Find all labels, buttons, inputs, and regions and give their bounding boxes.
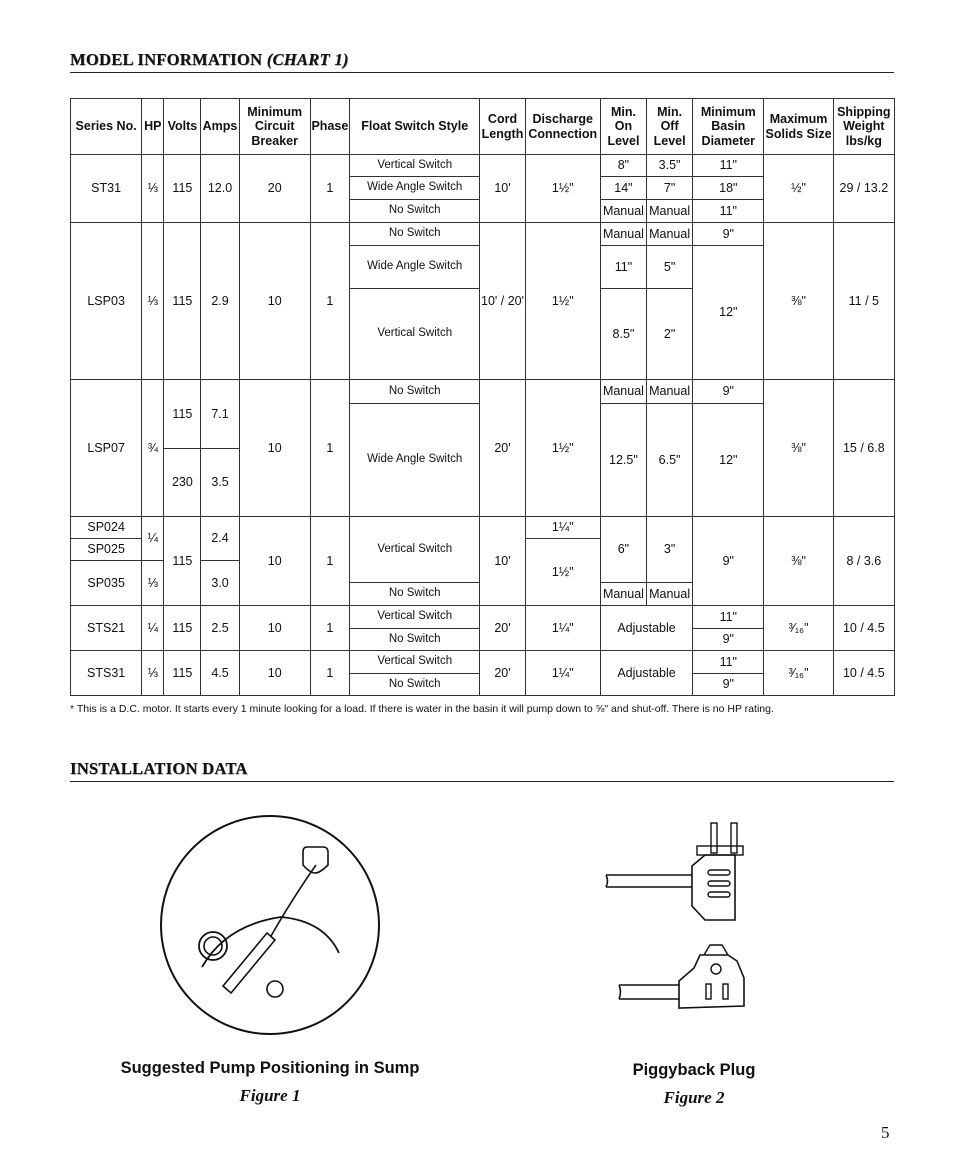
cell-on: 6": [600, 517, 646, 583]
cell-float: No Switch: [349, 380, 479, 404]
cell-off: 6.5": [647, 404, 693, 517]
cell-hp: ⅓: [142, 561, 164, 606]
cell-levels: Adjustable: [600, 651, 692, 696]
cell-volts: 115: [164, 223, 201, 380]
cell-float: Vertical Switch: [349, 651, 479, 674]
cell-solids: ½": [764, 155, 833, 223]
header-series: Series No.: [71, 99, 142, 155]
cell-on: 14": [600, 177, 646, 200]
cell-off: 2": [647, 289, 693, 380]
cell-discharge: 1½": [525, 223, 600, 380]
cell-on: Manual: [600, 200, 646, 223]
cell-solids: ³⁄₁₆": [764, 606, 833, 651]
cell-breaker: 10: [239, 223, 310, 380]
cell-basin: 9": [693, 629, 764, 651]
cell-volts: 230: [164, 449, 201, 517]
cell-basin: 9": [693, 223, 764, 246]
cell-phase: 1: [310, 155, 349, 223]
section-heading-installation-data: [70, 759, 894, 782]
cell-series: LSP07: [71, 380, 142, 517]
table-row: [71, 651, 895, 674]
cell-basin: 12": [693, 404, 764, 517]
cell-phase: 1: [310, 517, 349, 606]
header-hp: HP: [142, 99, 164, 155]
cell-cord: 10' / 20': [480, 223, 525, 380]
cell-hp: ⅓: [142, 651, 164, 696]
cell-float: Vertical Switch: [349, 606, 479, 629]
cell-off: Manual: [647, 223, 693, 246]
cell-off: 3": [647, 517, 693, 583]
cell-phase: 1: [310, 651, 349, 696]
cell-off: Manual: [647, 583, 693, 606]
cell-weight: 10 / 4.5: [833, 606, 894, 651]
cell-basin: 11": [693, 200, 764, 223]
section-heading-model-information: [70, 50, 894, 73]
cell-series: STS21: [71, 606, 142, 651]
cell-hp: ¼: [142, 606, 164, 651]
cell-on: Manual: [600, 223, 646, 246]
cell-float: No Switch: [349, 629, 479, 651]
cell-hp: ⅓: [142, 155, 164, 223]
cell-breaker: 10: [239, 517, 310, 606]
cell-series: ST31: [71, 155, 142, 223]
cell-levels: Adjustable: [600, 606, 692, 651]
cell-on: 8.5": [600, 289, 646, 380]
header-discharge: Discharge Connection: [525, 99, 600, 155]
header-on-level: Min. On Level: [600, 99, 646, 155]
figure1-caption: Suggested Pump Positioning in Sump: [120, 1059, 420, 1077]
table-row: [71, 223, 895, 246]
figure1-label: Figure 1: [239, 1086, 301, 1105]
cell-float: No Switch: [349, 200, 479, 223]
cell-off: 7": [647, 177, 693, 200]
header-off-level: Min. Off Level: [647, 99, 693, 155]
header-weight: Shipping Weight lbs/kg: [833, 99, 894, 155]
cell-series: STS31: [71, 651, 142, 696]
cell-volts: 115: [164, 380, 201, 449]
cell-series: SP025: [71, 539, 142, 561]
cell-amps: 3.5: [201, 449, 239, 517]
cell-amps: 2.4: [201, 517, 239, 561]
cell-float: Vertical Switch: [349, 517, 479, 583]
header-float: Float Switch Style: [349, 99, 479, 155]
cell-basin: 9": [693, 517, 764, 606]
header-amps: Amps: [201, 99, 239, 155]
cell-phase: 1: [310, 380, 349, 517]
table-header-row: [71, 99, 895, 155]
cell-series: SP035: [71, 561, 142, 606]
cell-discharge: 1½": [525, 380, 600, 517]
cell-discharge: 1½": [525, 539, 600, 606]
cell-basin: 11": [693, 606, 764, 629]
cell-off: Manual: [647, 380, 693, 404]
cell-cord: 20': [480, 606, 525, 651]
cell-amps: 4.5: [201, 651, 239, 696]
cell-on: Manual: [600, 380, 646, 404]
cell-float: No Switch: [349, 223, 479, 246]
header-basin: Minimum Basin Diameter: [693, 99, 764, 155]
figure2-label: Figure 2: [663, 1088, 725, 1107]
cell-volts: 115: [164, 651, 201, 696]
cell-series: LSP03: [71, 223, 142, 380]
cell-cord: 20': [480, 651, 525, 696]
cell-off: 5": [647, 246, 693, 289]
header-cord: Cord Length: [480, 99, 525, 155]
cell-weight: 15 / 6.8: [833, 380, 894, 517]
cell-amps: 12.0: [201, 155, 239, 223]
cell-basin: 11": [693, 651, 764, 674]
cell-weight: 29 / 13.2: [833, 155, 894, 223]
figure2-caption: Piggyback Plug: [632, 1061, 756, 1079]
cell-amps: 7.1: [201, 380, 239, 449]
cell-off: Manual: [647, 200, 693, 223]
table-row: [71, 517, 895, 539]
cell-breaker: 10: [239, 606, 310, 651]
heading-main: INSTALLATION DATA: [70, 759, 248, 778]
cell-solids: ⅜": [764, 380, 833, 517]
cell-on: 11": [600, 246, 646, 289]
cell-breaker: 10: [239, 380, 310, 517]
cell-volts: 115: [164, 517, 201, 606]
header-phase: Phase: [310, 99, 349, 155]
header-breaker: Minimum Circuit Breaker: [239, 99, 310, 155]
cell-weight: 10 / 4.5: [833, 651, 894, 696]
cell-discharge: 1½": [525, 155, 600, 223]
cell-off: 3.5": [647, 155, 693, 177]
cell-on: 12.5": [600, 404, 646, 517]
cell-weight: 8 / 3.6: [833, 517, 894, 606]
model-information-table: [70, 98, 895, 696]
cell-float: Wide Angle Switch: [349, 246, 479, 289]
footnote: * This is a D.C. motor. It starts every 1 minute looking for a load. If there is water in the basin it will pump down to ⅝" and shut-off. There is no HP rating.: [70, 703, 774, 715]
cell-series: SP024: [71, 517, 142, 539]
cell-on: Manual: [600, 583, 646, 606]
cell-hp: ⅓: [142, 223, 164, 380]
cell-basin: 9": [693, 380, 764, 404]
piggyback-plug-diagram: [604, 818, 749, 1028]
cell-on: 8": [600, 155, 646, 177]
heading-italic: (CHART 1): [266, 50, 349, 69]
sump-pump-diagram: [156, 813, 386, 1038]
cell-float: No Switch: [349, 674, 479, 696]
cell-basin: 9": [693, 674, 764, 696]
cell-volts: 115: [164, 606, 201, 651]
cell-basin: 18": [693, 177, 764, 200]
cell-cord: 10': [480, 517, 525, 606]
cell-phase: 1: [310, 606, 349, 651]
cell-float: Vertical Switch: [349, 155, 479, 177]
cell-solids: ³⁄₁₆": [764, 651, 833, 696]
cell-solids: ⅜": [764, 223, 833, 380]
cell-float: Wide Angle Switch: [349, 177, 479, 200]
cell-phase: 1: [310, 223, 349, 380]
cell-hp: ¼: [142, 517, 164, 561]
cell-amps: 2.9: [201, 223, 239, 380]
table-row: [71, 606, 895, 629]
cell-discharge: 1¼": [525, 651, 600, 696]
cell-float: Vertical Switch: [349, 289, 479, 380]
table-row: [71, 155, 895, 177]
cell-discharge: 1¼": [525, 606, 600, 651]
cell-discharge: 1¼": [525, 517, 600, 539]
cell-cord: 10': [480, 155, 525, 223]
cell-breaker: 20: [239, 155, 310, 223]
table-row: [71, 380, 895, 404]
header-solids: Maximum Solids Size: [764, 99, 833, 155]
cell-amps: 2.5: [201, 606, 239, 651]
heading-main: MODEL INFORMATION: [70, 50, 263, 69]
cell-hp: ¾: [142, 380, 164, 517]
cell-volts: 115: [164, 155, 201, 223]
cell-float: Wide Angle Switch: [349, 404, 479, 517]
cell-breaker: 10: [239, 651, 310, 696]
cell-float: No Switch: [349, 583, 479, 606]
cell-solids: ⅜": [764, 517, 833, 606]
page-number: 5: [881, 1123, 890, 1142]
cell-weight: 11 / 5: [833, 223, 894, 380]
cell-basin: 11": [693, 155, 764, 177]
cell-amps: 3.0: [201, 561, 239, 606]
cell-cord: 20': [480, 380, 525, 517]
header-volts: Volts: [164, 99, 201, 155]
cell-basin: 12": [693, 246, 764, 380]
